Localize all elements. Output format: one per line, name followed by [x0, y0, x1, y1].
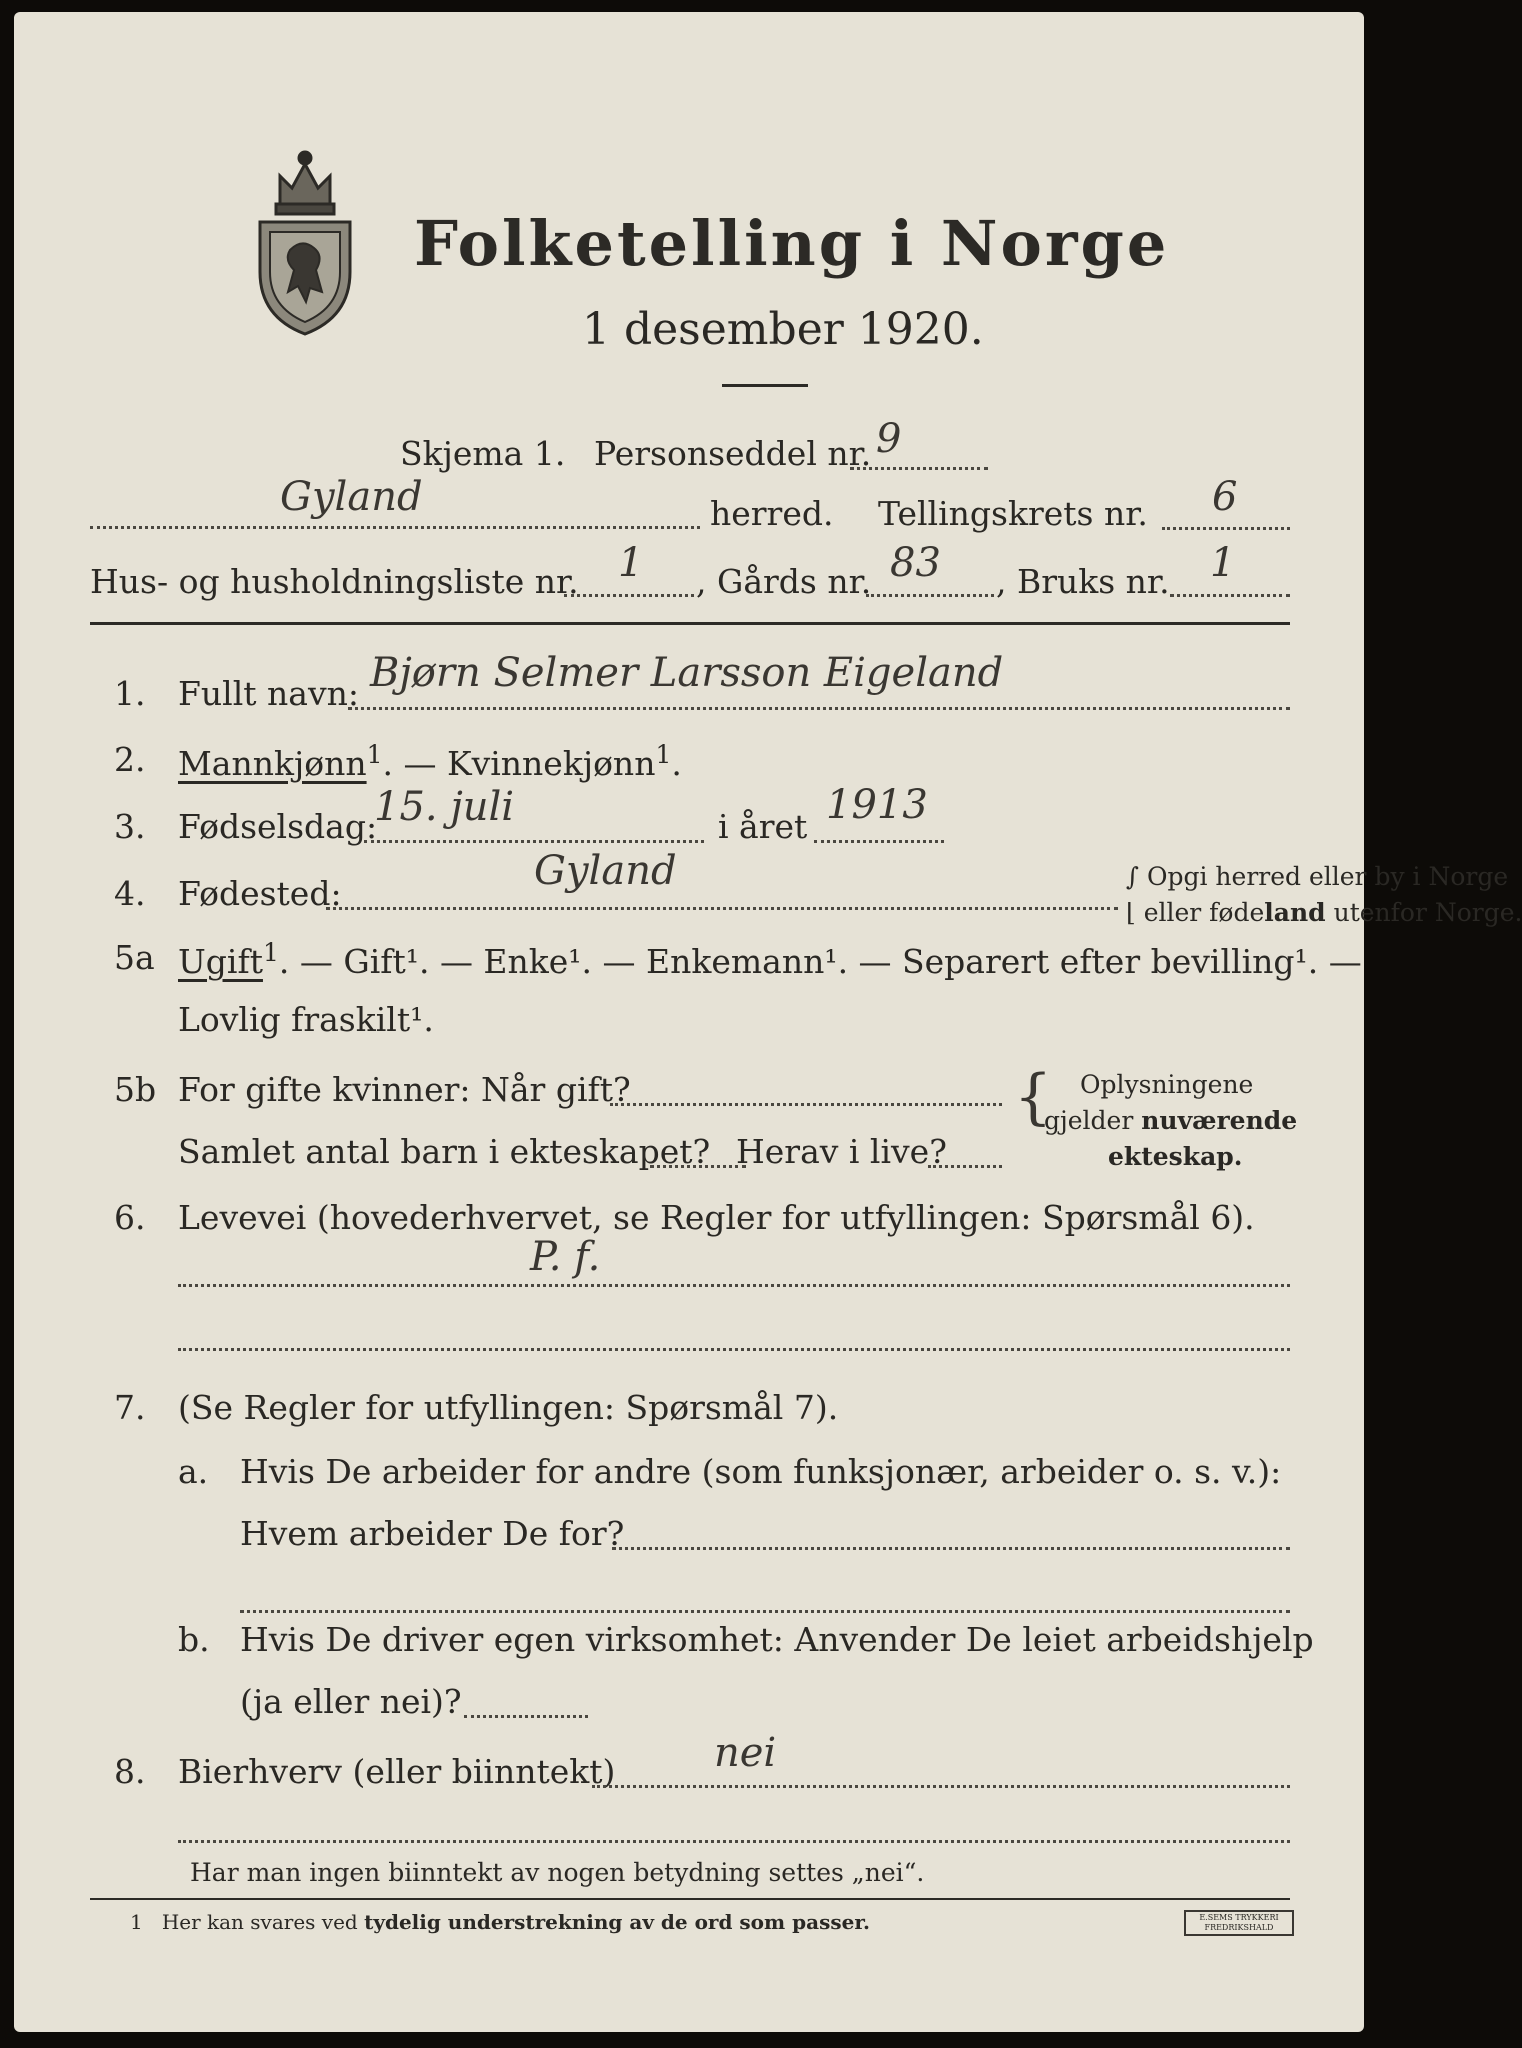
employer-field-1[interactable] — [612, 1547, 1290, 1550]
full-name-field[interactable] — [348, 707, 1290, 710]
q7-label: (Se Regler for utfyllingen: Spørsmål 7). — [178, 1388, 839, 1427]
personseddel-value: 9 — [876, 416, 902, 462]
title-divider — [722, 384, 808, 387]
sex-options: Mannkjønn$^1$. — Kvinnekjønn$^1$. — [178, 740, 682, 783]
birthplace-field[interactable] — [326, 907, 1118, 910]
footnote: 1 Her kan svares ved tydelig understrekning av de ord som passer. — [130, 1910, 870, 1934]
occupation-field-1[interactable] — [178, 1284, 1290, 1287]
children-count-label: Samlet antal barn i ekteskapet? — [178, 1132, 711, 1171]
side-income-field-2[interactable] — [178, 1840, 1290, 1843]
personseddel-field[interactable] — [850, 467, 988, 470]
q6-number: 6. — [114, 1198, 146, 1237]
schema-label: Skjema 1. — [400, 434, 566, 473]
option-ugift[interactable]: Ugift — [178, 942, 263, 981]
occupation-value: P. f. — [530, 1234, 601, 1280]
option-lovlig-fraskilt[interactable]: Lovlig fraskilt¹. — [178, 1000, 434, 1039]
marriage-note-line2: gjelder nuværende — [1044, 1106, 1298, 1135]
option-other-marital[interactable]: . — Gift¹. — Enke¹. — Enkemann¹. — Separert efter bevilling¹. — — [278, 942, 1362, 981]
footer-divider — [90, 1898, 1290, 1900]
birthplace-note-line1: ∫ Opgi herred eller by i Norge — [1126, 862, 1509, 891]
birthday-field[interactable] — [364, 840, 704, 843]
married-when-field[interactable] — [610, 1103, 1002, 1106]
census-date: 1 desember 1920. — [582, 304, 984, 355]
q3-label: Fødselsdag: — [178, 807, 378, 846]
header-divider — [90, 622, 1290, 625]
herred-label: herred. — [710, 494, 834, 533]
tellingskrets-field[interactable] — [1162, 527, 1290, 530]
bruks-field[interactable] — [1170, 594, 1290, 597]
children-alive-label: Herav i live? — [736, 1132, 947, 1171]
children-count-field[interactable] — [650, 1165, 746, 1168]
married-when-label: For gifte kvinner: Når gift? — [178, 1070, 631, 1109]
census-form — [14, 12, 1522, 2032]
q7a-label: Hvis De arbeider for andre (som funksjonær, arbeider o. s. v.): — [240, 1452, 1282, 1491]
q3-number: 3. — [114, 807, 146, 846]
hired-help-field[interactable] — [464, 1715, 588, 1718]
full-name-value: Bjørn Selmer Larsson Eigeland — [370, 650, 1004, 696]
gards-value: 83 — [890, 540, 941, 586]
husholdningsliste-value: 1 — [618, 540, 644, 586]
hired-help-label: (ja eller nei)? — [240, 1682, 462, 1721]
herred-value: Gyland — [280, 474, 423, 520]
side-income-note: Har man ingen biinntekt av nogen betydning settes „nei“. — [190, 1858, 925, 1887]
q7a-letter: a. — [178, 1452, 209, 1491]
husholdningsliste-label: Hus- og husholdningsliste nr. — [90, 562, 579, 601]
q7b-label: Hvis De driver egen virksomhet: Anvender De leiet arbeidshjelp — [240, 1620, 1314, 1659]
option-mannkjonn[interactable]: Mannkjønn — [178, 744, 367, 783]
form-title: Folketelling i Norge — [414, 207, 1170, 280]
husholdningsliste-field[interactable] — [564, 594, 694, 597]
q1-label: Fullt navn: — [178, 674, 359, 713]
side-income-field[interactable] — [592, 1785, 1290, 1788]
occupation-field-2[interactable] — [178, 1348, 1290, 1351]
birth-year-value: 1913 — [826, 782, 928, 828]
bruks-label: , Bruks nr. — [996, 562, 1170, 601]
norway-coat-of-arms — [250, 142, 360, 338]
q4-label: Fødested: — [178, 874, 342, 913]
q7-number: 7. — [114, 1388, 146, 1427]
q1-number: 1. — [114, 674, 146, 713]
herred-field[interactable] — [90, 526, 700, 529]
birthplace-value: Gyland — [534, 848, 677, 894]
option-kvinnekjonn[interactable]: . — Kvinnekjønn — [382, 744, 656, 783]
marital-options: Ugift$^1$. — Gift¹. — Enke¹. — Enkemann¹. — Separert efter bevilling¹. — — [178, 938, 1362, 981]
q5a-number: 5a — [114, 938, 155, 977]
birthplace-note-line2: ⌊ eller fødeland utenfor Norge. — [1126, 898, 1522, 927]
employer-label: Hvem arbeider De for? — [240, 1514, 625, 1553]
q6-label: Levevei (hovederhvervet, se Regler for utfyllingen: Spørsmål 6). — [178, 1198, 1255, 1237]
q8-number: 8. — [114, 1752, 146, 1791]
birthday-value: 15. juli — [374, 784, 515, 830]
year-label: i året — [718, 807, 808, 846]
q8-label: Bierhverv (eller biinntekt) — [178, 1752, 616, 1791]
printer-stamp: E.SEMS TRYKKERI FREDRIKSHALD — [1184, 1910, 1294, 1936]
side-income-value: nei — [714, 1730, 777, 1776]
bruks-value: 1 — [1210, 540, 1236, 586]
tellingskrets-label: Tellingskrets nr. — [878, 494, 1148, 533]
gards-field[interactable] — [866, 594, 994, 597]
marriage-note-line1: Oplysningene — [1080, 1070, 1254, 1099]
children-alive-field[interactable] — [928, 1165, 1002, 1168]
personseddel-label: Personseddel nr. — [594, 434, 872, 473]
q2-number: 2. — [114, 740, 146, 779]
marriage-brace: { — [1014, 1062, 1053, 1132]
tellingskrets-value: 6 — [1212, 474, 1238, 520]
gards-label: , Gårds nr. — [696, 562, 872, 601]
q7b-letter: b. — [178, 1620, 210, 1659]
q4-number: 4. — [114, 874, 146, 913]
marriage-note-line3: ekteskap. — [1108, 1142, 1243, 1171]
employer-field-2[interactable] — [240, 1610, 1290, 1613]
q5b-number: 5b — [114, 1070, 157, 1109]
birth-year-field[interactable] — [814, 840, 944, 843]
